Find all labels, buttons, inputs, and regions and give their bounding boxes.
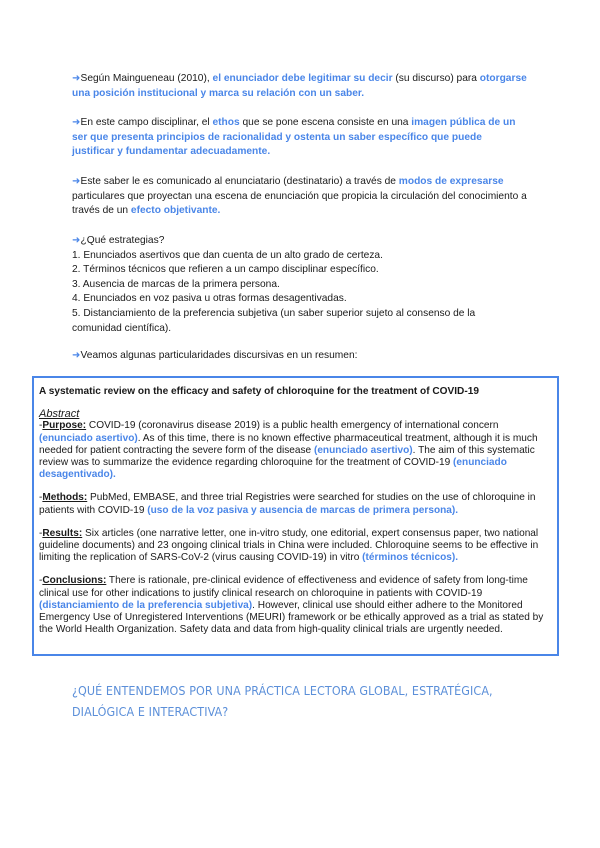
- results-section: -Results: Six articles (one narrative letter, one in-vitro study, one editorial, expert consensus paper, two national guideline documents) and 23 ongoing clinical trials in China were included. Chloroquine seems to be effective in limiting the replication of SARS-CoV-2 (virus causing COVID-19) in vitro (términos técnicos).: [39, 527, 539, 564]
- text: que se pone escena consiste en una: [239, 117, 412, 128]
- highlight: otorgarse una posición institucional y marca su relación con un saber.: [72, 73, 527, 99]
- paragraph-veamos: ➜Veamos algunas particularidades discursivas en un resumen:: [72, 350, 358, 361]
- purpose-label: Purpose:: [42, 420, 87, 432]
- conclusions-label: Conclusions:: [42, 575, 107, 587]
- paragraph-maingueneau: [72, 72, 527, 101]
- results-label: Results:: [42, 527, 83, 539]
- text: particulares que proyectan una escena de enunciación que propicia la circulación del conocimiento a través de un: [72, 190, 527, 217]
- highlight: modos de expresarse: [398, 176, 504, 187]
- methods-section: -Methods: PubMed, EMBASE, and three trial Registries were searched for studies on the use of chloroquine in patients with COVID-19 (uso de la voz pasiva y ausencia de marcas de primera persona).: [39, 492, 536, 516]
- paragraph-saber: [72, 175, 527, 219]
- highlight: (enunciado asertivo): [313, 444, 413, 456]
- strategies-block: [72, 234, 527, 336]
- arrow-icon: ➜: [72, 176, 81, 187]
- strategies-list: [72, 249, 527, 337]
- paragraph-ethos: [72, 116, 527, 160]
- highlight: (uso de la voz pasiva y ausencia de marcas de primera persona).: [147, 504, 459, 516]
- highlight: el enunciador debe legitimar su decir: [212, 73, 393, 84]
- list-item: 5. Distanciamiento de la preferencia subjetiva (un saber superior sujeto al consenso de la comunidad científica).: [72, 307, 476, 334]
- arrow-icon: ➜: [72, 73, 81, 84]
- conclusions-section: -Conclusions: There is rationale, pre-clinical evidence of effectiveness and evidence of safety from long-time clinical use for other indications to justify clinical research on chloroquine in patients with COVID-19 (distanciamiento de la preferencia subjetiva). However, clinical use should either adhere to the Monitored Emergency Use of Unregistered Interventions (MEURI) framework or be ethically approved as a trial as stated by the World Health Organization. Safety data and data from high-quality clinical trials are urgently needed.: [39, 575, 544, 636]
- highlight: (términos técnicos).: [362, 552, 459, 564]
- list-item: 4. Enunciados en voz pasiva u otras formas desagentivadas.: [72, 293, 347, 305]
- list-item: 2. Términos técnicos que refieren a un campo disciplinar específico.: [72, 264, 379, 276]
- highlight: (distanciamiento de la preferencia subjetiva): [39, 599, 253, 611]
- text: (su discurso) para: [392, 73, 480, 84]
- text: En este campo disciplinar, el: [80, 117, 213, 128]
- methods-label: Methods:: [42, 492, 88, 504]
- highlight: imagen pública de un ser que presenta principios de racionalidad y ostenta un saber específico que puede justificar y fundamentar adecuadamente.: [72, 117, 516, 158]
- abstract-box: [32, 376, 559, 656]
- strategies-question: ➜¿Qué estrategias?: [72, 235, 165, 246]
- arrow-icon: ➜: [72, 350, 81, 361]
- text: Este saber le es comunicado al enunciatario (destinatario) a través de: [80, 176, 399, 187]
- highlight: efecto objetivante.: [130, 205, 221, 217]
- highlight: (enunciado desagentivado).: [39, 457, 507, 481]
- highlight: ethos: [212, 117, 240, 128]
- list-item: 3. Ausencia de marcas de la primera persona.: [72, 278, 280, 290]
- arrow-icon: ➜: [72, 235, 81, 246]
- arrow-icon: ➜: [72, 117, 81, 128]
- list-item: 1. Enunciados asertivos que dan cuenta de un alto grado de certeza.: [72, 249, 383, 261]
- purpose-section: -Purpose: COVID-19 (coronavirus disease 2019) is a public health emergency of international concern (enunciado asertivo). As of this time, there is no known effective pharmaceutical treatment, although it is much needed for patient contracting the severe form of the disease (enunciado asertivo). The aim of this systematic review was to summarize the evidence regarding chloroquine for the treatment of COVID-19 (enunciado desagentivado).: [39, 420, 538, 481]
- section-heading: ¿QUÉ ENTENDEMOS POR UNA PRÁCTICA LECTORA GLOBAL, ESTRATÉGICA, DIALÓGICA E INTERACTIVA?: [72, 683, 493, 719]
- highlight: (enunciado asertivo): [39, 432, 138, 444]
- abstract-box-title: A systematic review on the efficacy and safety of chloroquine for the treatment of COVID-19: [39, 386, 479, 397]
- abstract-label: Abstract: [39, 408, 80, 421]
- text: Según Maingueneau (2010),: [80, 73, 213, 84]
